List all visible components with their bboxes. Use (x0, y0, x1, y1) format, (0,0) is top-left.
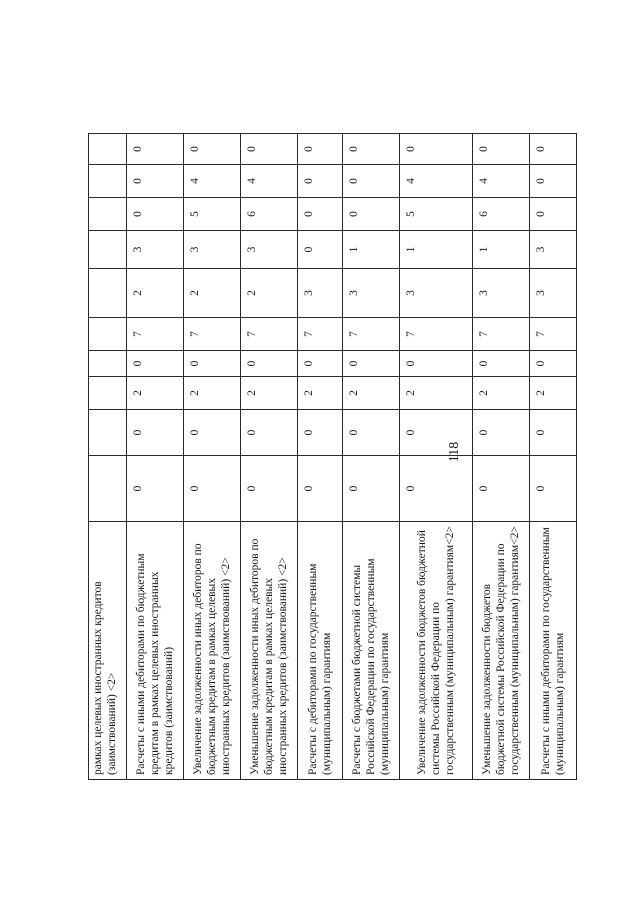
code-cell: 5 (400, 198, 473, 231)
code-cell: 0 (127, 456, 184, 522)
code-cell: 0 (298, 134, 343, 165)
page-number: 118 (447, 441, 462, 463)
code-cell: 0 (473, 134, 530, 165)
code-cell: 0 (343, 198, 400, 231)
code-cell: 2 (184, 377, 241, 410)
code-cell: 7 (400, 318, 473, 351)
code-cell: 4 (241, 165, 298, 198)
code-cell: 7 (127, 318, 184, 351)
code-cell: 0 (473, 351, 530, 377)
table-row (530, 134, 577, 780)
table-wrapper (88, 134, 576, 780)
code-cell: 3 (530, 231, 577, 269)
code-cell: 0 (343, 165, 400, 198)
code-cell: 0 (184, 410, 241, 456)
code-cell: 4 (184, 165, 241, 198)
row-label: Расчеты с бюджетами бюджетной системы Российской Федерации по государственным (муниципальным) гарантиям (343, 522, 400, 780)
code-cell: 0 (343, 410, 400, 456)
code-cell: 3 (127, 231, 184, 269)
code-cell (89, 231, 127, 269)
code-cell: 1 (343, 231, 400, 269)
code-cell: 0 (184, 134, 241, 165)
code-cell: 3 (184, 231, 241, 269)
row-label: Уменьшение задолженности иных дебиторов по бюджетным кредитам в рамках целевых иностранных кредитов (заимствований) <2> (241, 522, 298, 780)
code-cell: 1 (400, 231, 473, 269)
code-cell (89, 377, 127, 410)
code-cell: 0 (530, 198, 577, 231)
code-cell: 3 (343, 269, 400, 318)
code-cell: 7 (298, 318, 343, 351)
code-cell: 3 (400, 269, 473, 318)
code-cell: 2 (343, 377, 400, 410)
code-cell: 7 (530, 318, 577, 351)
code-cell: 0 (530, 165, 577, 198)
code-cell: 2 (298, 377, 343, 410)
code-cell: 2 (184, 269, 241, 318)
code-cell: 7 (343, 318, 400, 351)
accounting-codes-table (88, 133, 577, 780)
code-cell: 0 (343, 351, 400, 377)
rotated-table-area (88, 134, 576, 780)
code-cell (89, 456, 127, 522)
code-cell: 0 (298, 231, 343, 269)
table-row (184, 134, 241, 780)
code-cell: 0 (127, 198, 184, 231)
code-cell: 4 (473, 165, 530, 198)
row-label: Увеличение задолженности иных дебиторов по бюджетным кредитам в рамках целевых иностранных кредитов (заимствований) <2> (184, 522, 241, 780)
table-row (343, 134, 400, 780)
code-cell: 2 (241, 377, 298, 410)
code-cell: 0 (127, 410, 184, 456)
code-cell: 1 (473, 231, 530, 269)
row-label: Увеличение задолженности бюджетов бюджетной системы Российской Федерации по государственным (муниципальным) гарантиям<2> (400, 522, 473, 780)
code-cell: 0 (298, 198, 343, 231)
code-cell: 0 (530, 134, 577, 165)
row-label: Расчеты с иными дебиторами по бюджетным кредитам в рамках целевых иностранных кредитов (заимствований) (127, 522, 184, 780)
code-cell: 0 (241, 351, 298, 377)
code-cell: 0 (473, 410, 530, 456)
table-row (89, 134, 127, 780)
code-cell: 0 (343, 134, 400, 165)
table-row (298, 134, 343, 780)
code-cell: 0 (127, 165, 184, 198)
code-cell (89, 351, 127, 377)
code-cell: 5 (184, 198, 241, 231)
code-cell (89, 410, 127, 456)
code-cell: 0 (400, 351, 473, 377)
code-cell: 0 (473, 456, 530, 522)
code-cell: 2 (127, 377, 184, 410)
code-cell: 7 (241, 318, 298, 351)
code-cell: 6 (241, 198, 298, 231)
code-cell: 4 (400, 165, 473, 198)
row-label: рамках целевых иностранных кредитов (заимствований) <2> (89, 522, 127, 780)
code-cell: 2 (241, 269, 298, 318)
code-cell: 7 (184, 318, 241, 351)
code-cell: 0 (298, 165, 343, 198)
code-cell: 2 (530, 377, 577, 410)
code-cell: 0 (400, 456, 473, 522)
code-cell: 3 (241, 231, 298, 269)
code-cell: 6 (473, 198, 530, 231)
code-cell: 2 (400, 377, 473, 410)
table-row (127, 134, 184, 780)
code-cell: 0 (400, 410, 473, 456)
code-cell (89, 269, 127, 318)
code-cell (89, 165, 127, 198)
code-cell: 0 (530, 410, 577, 456)
code-cell: 0 (530, 351, 577, 377)
code-cell: 3 (473, 269, 530, 318)
code-cell: 0 (530, 456, 577, 522)
code-cell: 2 (473, 377, 530, 410)
code-cell: 0 (298, 351, 343, 377)
code-cell: 0 (343, 456, 400, 522)
code-cell: 0 (127, 134, 184, 165)
code-cell: 3 (298, 269, 343, 318)
row-label: Расчеты с дебиторами по государственным (муниципальным) гарантиям (298, 522, 343, 780)
row-label: Уменьшение задолженности бюджетов бюджетной системы Российской Федерации по государственным (муниципальным) гарантиям<2> (473, 522, 530, 780)
code-cell: 0 (298, 410, 343, 456)
table-row (473, 134, 530, 780)
table-row (241, 134, 298, 780)
code-cell: 0 (298, 456, 343, 522)
code-cell (89, 318, 127, 351)
code-cell: 2 (127, 269, 184, 318)
table-row (400, 134, 473, 780)
code-cell: 0 (241, 410, 298, 456)
code-cell (89, 198, 127, 231)
code-cell: 0 (241, 456, 298, 522)
code-cell: 0 (184, 351, 241, 377)
code-cell: 7 (473, 318, 530, 351)
code-cell: 0 (241, 134, 298, 165)
code-cell: 0 (127, 351, 184, 377)
code-cell: 0 (184, 456, 241, 522)
code-cell: 3 (530, 269, 577, 318)
code-cell: 0 (400, 134, 473, 165)
row-label: Расчеты с иными дебиторами по государственным (муниципальным) гарантиям (530, 522, 577, 780)
code-cell (89, 134, 127, 165)
